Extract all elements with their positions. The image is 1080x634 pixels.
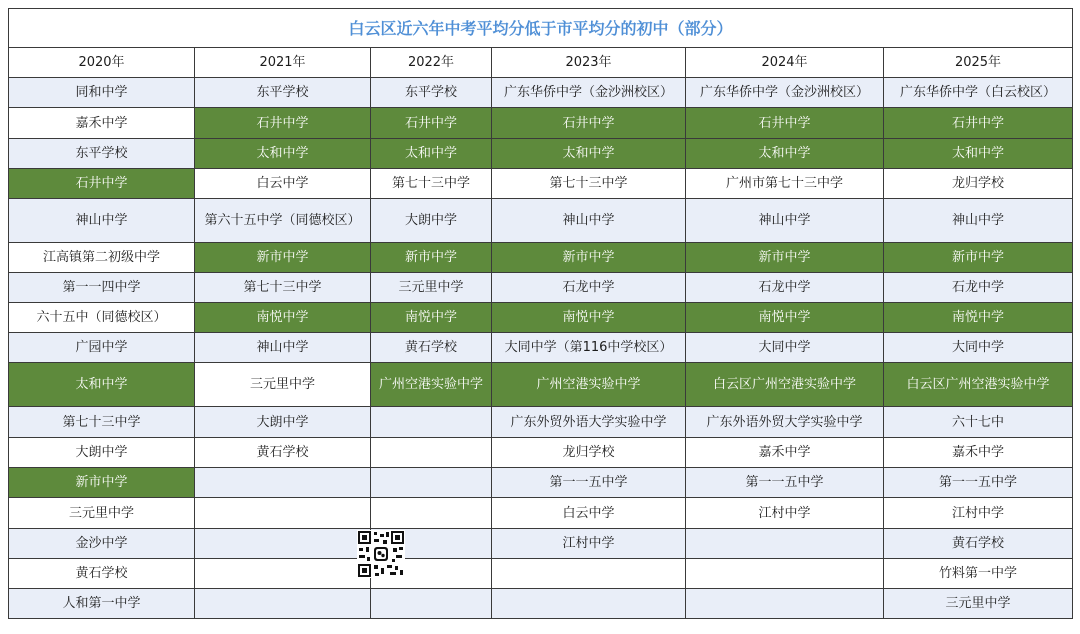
school-cell (492, 589, 686, 619)
school-cell: 第七十三中学 (9, 407, 195, 438)
school-cell: 南悦中学 (884, 303, 1073, 333)
school-cell (371, 438, 492, 468)
school-cell: 石井中学 (492, 108, 686, 139)
table-row (9, 589, 1073, 619)
school-cell: 金沙中学 (9, 529, 195, 559)
school-cell: 黄石学校 (371, 333, 492, 363)
table-row (9, 407, 1073, 438)
school-cell: 太和中学 (371, 139, 492, 169)
table-row (9, 559, 1073, 589)
school-cell: 竹料第一中学 (884, 559, 1073, 589)
school-cell: 嘉禾中学 (686, 438, 884, 468)
school-cell: 人和第一中学 (9, 589, 195, 619)
year-header-row (9, 48, 1073, 78)
school-cell (195, 589, 371, 619)
table-row (9, 273, 1073, 303)
school-cell: 新市中学 (686, 243, 884, 273)
year-header: 2021年 (195, 48, 371, 78)
table-row (9, 468, 1073, 498)
school-cell: 石井中学 (686, 108, 884, 139)
school-cell: 东平学校 (371, 78, 492, 108)
table-row (9, 199, 1073, 243)
table-row (9, 498, 1073, 529)
school-cell (195, 498, 371, 529)
school-cell: 南悦中学 (492, 303, 686, 333)
school-cell: 石龙中学 (492, 273, 686, 303)
school-cell: 第七十三中学 (195, 273, 371, 303)
school-cell: 三元里中学 (9, 498, 195, 529)
table-row (9, 363, 1073, 407)
school-cell: 嘉禾中学 (9, 108, 195, 139)
table-row (9, 169, 1073, 199)
school-cell: 白云区广州空港实验中学 (686, 363, 884, 407)
school-cell: 南悦中学 (371, 303, 492, 333)
school-cell: 新市中学 (9, 468, 195, 498)
year-header: 2022年 (371, 48, 492, 78)
school-cell: 江村中学 (492, 529, 686, 559)
year-header: 2020年 (9, 48, 195, 78)
table-row (9, 139, 1073, 169)
school-cell: 黄石学校 (9, 559, 195, 589)
year-header: 2023年 (492, 48, 686, 78)
school-cell: 石井中学 (371, 108, 492, 139)
school-cell: 江高镇第二初级中学 (9, 243, 195, 273)
table-row (9, 243, 1073, 273)
school-cell: 三元里中学 (195, 363, 371, 407)
school-cell: 第一一四中学 (9, 273, 195, 303)
school-table-container (8, 8, 1072, 619)
school-cell: 同和中学 (9, 78, 195, 108)
table-row (9, 529, 1073, 559)
school-cell: 大朗中学 (195, 407, 371, 438)
school-cell: 广州空港实验中学 (371, 363, 492, 407)
school-cell: 神山中学 (9, 199, 195, 243)
school-cell: 新市中学 (492, 243, 686, 273)
school-cell: 广东外语外贸大学实验中学 (686, 407, 884, 438)
school-cell: 黄石学校 (195, 438, 371, 468)
school-cell (195, 559, 371, 589)
school-cell (371, 589, 492, 619)
school-table (8, 8, 1073, 619)
school-cell: 第一一五中学 (492, 468, 686, 498)
school-cell: 第一一五中学 (686, 468, 884, 498)
table-row (9, 108, 1073, 139)
school-cell: 南悦中学 (686, 303, 884, 333)
school-cell: 江村中学 (686, 498, 884, 529)
school-cell (371, 498, 492, 529)
year-header: 2024年 (686, 48, 884, 78)
school-cell: 广东外贸外语大学实验中学 (492, 407, 686, 438)
school-cell: 太和中学 (884, 139, 1073, 169)
school-cell: 广州市第七十三中学 (686, 169, 884, 199)
table-row (9, 438, 1073, 468)
school-cell: 神山中学 (884, 199, 1073, 243)
school-cell: 白云中学 (195, 169, 371, 199)
school-cell: 三元里中学 (884, 589, 1073, 619)
school-cell (195, 529, 371, 559)
table-row (9, 78, 1073, 108)
school-cell: 广园中学 (9, 333, 195, 363)
year-header: 2025年 (884, 48, 1073, 78)
school-cell: 第六十五中学（同德校区） (195, 199, 371, 243)
school-cell: 大同中学 (686, 333, 884, 363)
school-cell: 第七十三中学 (492, 169, 686, 199)
school-cell: 六十七中 (884, 407, 1073, 438)
school-cell: 大同中学 (884, 333, 1073, 363)
school-cell: 广东华侨中学（金沙洲校区） (686, 78, 884, 108)
school-cell: 石井中学 (195, 108, 371, 139)
school-cell: 黄石学校 (884, 529, 1073, 559)
school-cell (371, 407, 492, 438)
table-body (9, 78, 1073, 619)
school-cell: 南悦中学 (195, 303, 371, 333)
school-cell: 东平学校 (9, 139, 195, 169)
school-cell: 神山中学 (492, 199, 686, 243)
school-cell: 新市中学 (195, 243, 371, 273)
school-cell: 龙归学校 (492, 438, 686, 468)
school-cell: 石井中学 (884, 108, 1073, 139)
school-cell: 石井中学 (9, 169, 195, 199)
school-cell (686, 529, 884, 559)
school-cell: 神山中学 (686, 199, 884, 243)
school-cell: 新市中学 (371, 243, 492, 273)
school-cell: 太和中学 (9, 363, 195, 407)
school-cell: 新市中学 (884, 243, 1073, 273)
school-cell: 太和中学 (195, 139, 371, 169)
school-cell (686, 559, 884, 589)
school-cell: 东平学校 (195, 78, 371, 108)
school-cell: 第一一五中学 (884, 468, 1073, 498)
school-cell: 大同中学（第116中学校区） (492, 333, 686, 363)
qr-code-icon (357, 530, 405, 578)
school-cell: 三元里中学 (371, 273, 492, 303)
school-cell: 石龙中学 (884, 273, 1073, 303)
school-cell: 白云区广州空港实验中学 (884, 363, 1073, 407)
school-cell: 第七十三中学 (371, 169, 492, 199)
school-cell: 广州空港实验中学 (492, 363, 686, 407)
school-cell (195, 468, 371, 498)
school-cell: 广东华侨中学（白云校区） (884, 78, 1073, 108)
school-cell: 太和中学 (686, 139, 884, 169)
school-cell: 嘉禾中学 (884, 438, 1073, 468)
school-cell: 白云中学 (492, 498, 686, 529)
school-cell: 太和中学 (492, 139, 686, 169)
table-row (9, 303, 1073, 333)
school-cell: 大朗中学 (371, 199, 492, 243)
school-cell (371, 468, 492, 498)
school-cell (492, 559, 686, 589)
school-cell: 大朗中学 (9, 438, 195, 468)
school-cell: 六十五中（同德校区） (9, 303, 195, 333)
school-cell: 龙归学校 (884, 169, 1073, 199)
school-cell: 江村中学 (884, 498, 1073, 529)
school-cell: 广东华侨中学（金沙洲校区） (492, 78, 686, 108)
school-cell: 石龙中学 (686, 273, 884, 303)
table-row (9, 333, 1073, 363)
school-cell: 神山中学 (195, 333, 371, 363)
school-cell (686, 589, 884, 619)
table-title: 白云区近六年中考平均分低于市平均分的初中（部分） (9, 9, 1073, 48)
